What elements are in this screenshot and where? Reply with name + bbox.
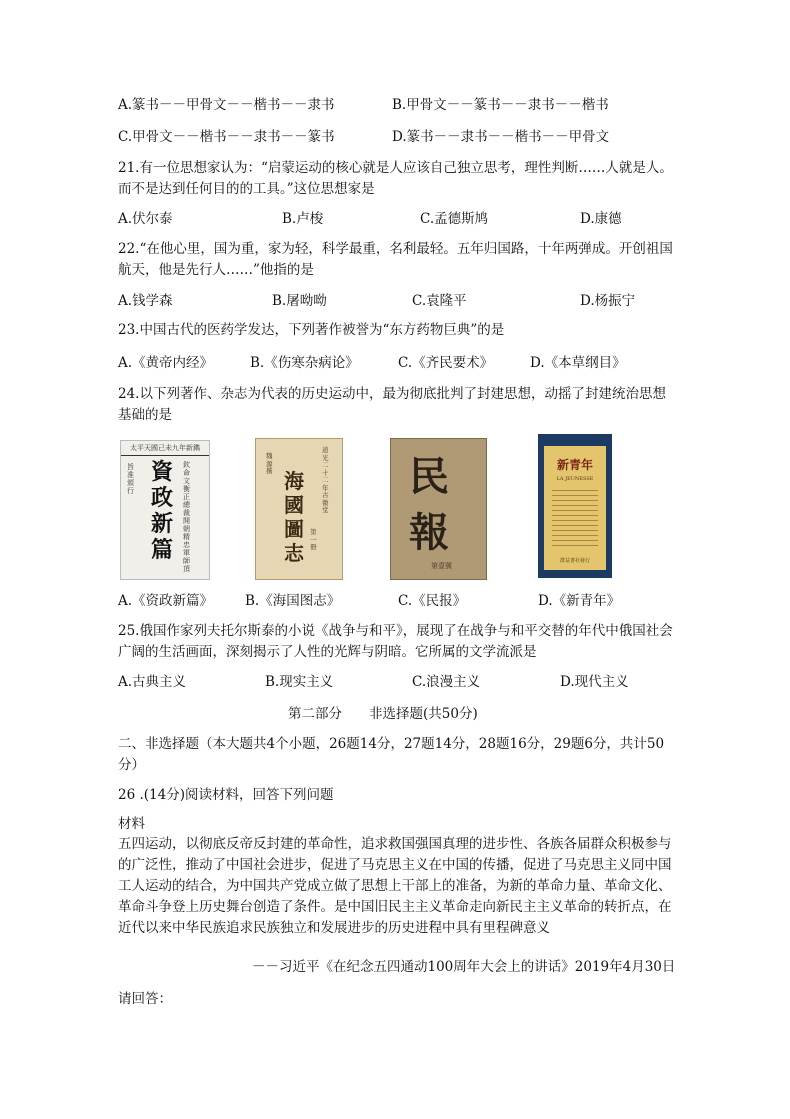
img3-title: 民報 [409, 453, 449, 556]
q22-stem: 22.“在他心里，国为重，家为轻，科学最重，名利最轻。五年归国路，十年两弹成。开创祖国航天，他是先行人……”他指的是 [118, 241, 673, 278]
img1-title: 資政新篇 [151, 459, 174, 563]
q23-option-c: C.《齐民要术》 [398, 355, 494, 371]
img3-small-text: 第壹號 [431, 562, 452, 570]
q26-prompt: 请回答： [118, 991, 172, 1007]
q21-option-c: C.孟德斯鸠 [420, 211, 489, 227]
q20-option-d: D.篆书－－隶书－－楷书－－甲骨文 [392, 129, 610, 145]
img2-title: 海國圖志 [284, 469, 304, 565]
img1-top-text: 太平天國己未九年新鐫 [121, 441, 209, 456]
part2-section-heading: 二、非选择题（本大题共4个小题，26题14分，27题14分，28题16分，29题6分，共计50分） [118, 736, 665, 773]
part2-heading: 第二部分 非选择题(共50分) [288, 706, 478, 722]
q26-source: －－习近平《在纪念五四通动100周年大会上的讲话》2019年4月30日 [252, 959, 676, 975]
img4-contents-lines [552, 490, 598, 546]
q25-option-a: A.古典主义 [118, 674, 187, 690]
img2-side-text-2: 魏源撰 [266, 452, 273, 475]
img2-side-text-1: 道光二十二年古微堂 [322, 446, 329, 514]
img1-side-text-2: 欽命文衡正總裁開朝精忠軍師頂 [183, 461, 190, 573]
q20-option-c: C.甲骨文－－楷书－－隶书－－篆书 [118, 129, 335, 145]
img1-side-text-1: 旨准頒行 [127, 463, 134, 495]
q26-stem: 26 .(14分)阅读材料，回答下列问题 [118, 787, 334, 803]
q25-stem: 25.俄国作家列夫托尔斯泰的小说《战争与和平》，展现了在战争与和平交替的年代中俄国社会广阔的生活画面，深刻揭示了人性的光辉与阴暗。它所属的文学流派是 [118, 623, 673, 660]
q20-option-b: B.甲骨文－－篆书－－隶书－－楷书 [392, 97, 609, 113]
q26-material-label: 材料 [118, 816, 145, 832]
q21-stem: 21.有一位思想家认为：“启蒙运动的核心就是人应该自己独立思考，理性判断……人就是人。而不是达到任何目的的工具。”这位思想家是 [118, 160, 673, 197]
q21-option-b: B.卢梭 [282, 211, 324, 227]
q25-option-b: B.现实主义 [265, 674, 334, 690]
q23-option-b: B.《伤寒杂病论》 [250, 355, 359, 371]
img4-subtitle: LA JEUNESSE [556, 476, 594, 482]
img4-title: 新青年 [556, 458, 593, 472]
q24-option-a: A.《资政新篇》 [118, 593, 214, 609]
q21-option-a: A.伏尔泰 [118, 211, 173, 227]
minbao-image [390, 438, 487, 580]
q22-option-a: A.钱学森 [118, 293, 173, 309]
q23-stem: 23.中国古代的医药学发达，下列著作被誉为“东方药物巨典”的是 [118, 322, 505, 338]
img2-side-text-3: 第一冊 [310, 528, 317, 551]
q22-option-d: D.杨振宁 [580, 293, 636, 309]
q24-option-b: B.《海国图志》 [245, 593, 341, 609]
q22-option-c: C.袁隆平 [412, 293, 467, 309]
q21-option-d: D.康德 [580, 211, 622, 227]
q25-option-d: D.现代主义 [560, 674, 629, 690]
q24-option-c: C.《民报》 [398, 593, 467, 609]
q24-option-d: D.《新青年》 [538, 593, 621, 609]
q20-option-a: A.篆书－－甲骨文－－楷书－－隶书 [118, 97, 335, 113]
q26-material-text: 五四运动，以彻底反帝反封建的革命性，追求救国强国真理的进步性、各族各届群众积极参与的广泛性，推动了中国社会进步，促进了马克思主义在中国的传播，促进了马克思主义同中国工人运动的结合，为中国共产党成立做了思想上干部上的准备，为新的革命力量、革命文化、革命斗争登上历史舞台创造了条件。是中国旧民主主义革命走向新民主主义革命的转折点，在近代以来中华民族追求民族独立和发展进步的历史进程中具有里程碑意义 [118, 836, 672, 936]
q23-option-a: A.《黄帝内经》 [118, 355, 214, 371]
q23-option-d: D.《本草纲目》 [530, 355, 626, 371]
zizheng-xinpian-image [120, 440, 210, 580]
haiguo-tuzhi-image [255, 438, 343, 580]
q24-stem: 24.以下列著作、杂志为代表的历史运动中，最为彻底批判了封建思想，动摇了封建统治思想基础的是 [118, 386, 666, 423]
img4-footer: 群益書社發行 [559, 558, 590, 564]
q22-option-b: B.屠呦呦 [272, 293, 327, 309]
q25-option-c: C.浪漫主义 [412, 674, 481, 690]
xin-qingnian-image [538, 434, 612, 578]
